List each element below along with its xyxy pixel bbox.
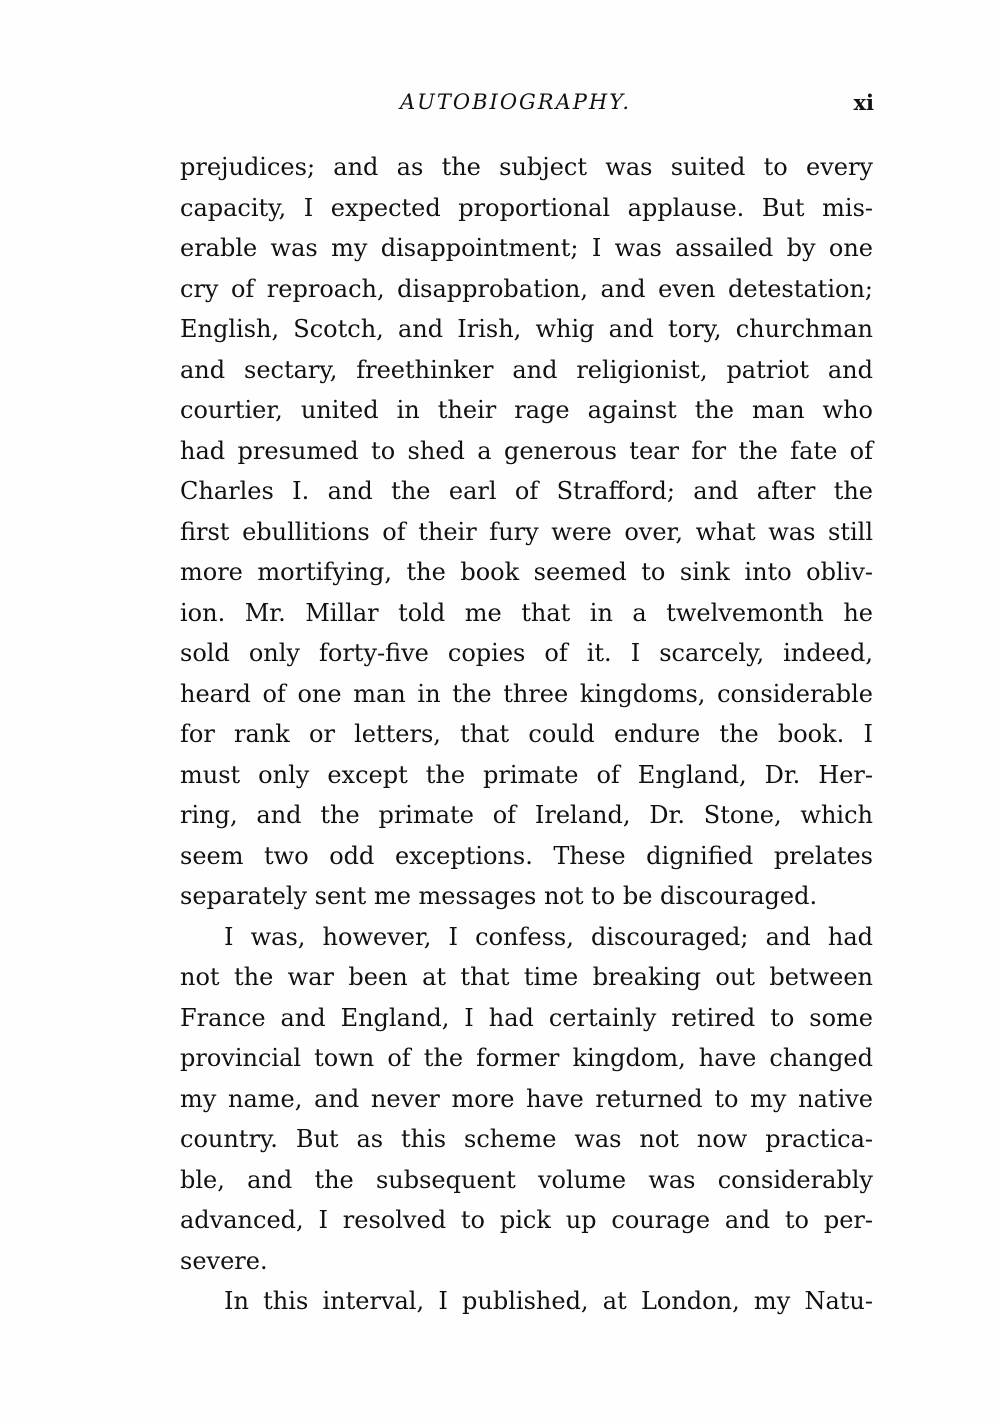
text-line: had presumed to shed a generous tear for the fate of	[180, 436, 873, 465]
text-line: sold only forty-five copies of it. I scarcely, indeed,	[180, 639, 873, 667]
text-line: erable was my disappointment; I was assailed by one	[180, 234, 873, 262]
page-header	[178, 90, 874, 126]
text-line: In this interval, I published, at London, my Natu-	[224, 1287, 873, 1315]
text-line: Charles I. and the earl of Strafford; and after the	[180, 477, 873, 505]
text-line: provincial town of the former kingdom, have changed	[180, 1044, 873, 1072]
text-line: more mortifying, the book seemed to sink into obliv-	[180, 558, 873, 586]
text-line: ring, and the primate of Ireland, Dr. Stone, which	[180, 801, 873, 829]
text-line: courtier, united in their rage against the man who	[180, 396, 873, 424]
paragraph-3	[180, 1281, 873, 1322]
text-line: not the war been at that time breaking out between	[180, 963, 873, 991]
text-line: seem two odd exceptions. These dignified prelates	[180, 841, 873, 870]
text-line: separately sent me messages not to be discouraged.	[180, 882, 818, 910]
text-line: and sectary, freethinker and religionist, patriot and	[180, 355, 873, 384]
paragraph-1	[180, 147, 873, 917]
text-line: ble, and the subsequent volume was considerably	[180, 1165, 873, 1194]
text-line: advanced, I resolved to pick up courage and to per-	[180, 1206, 873, 1234]
text-line: must only except the primate of England, Dr. Her-	[180, 760, 873, 789]
text-line: ion. Mr. Millar told me that in a twelvemonth he	[180, 598, 873, 627]
text-line: I was, however, I confess, discouraged; and had	[224, 922, 873, 951]
text-line: heard of one man in the three kingdoms, considerable	[180, 679, 873, 708]
text-line: cry of reproach, disapprobation, and even detestation;	[180, 274, 873, 303]
page-number: xi	[853, 90, 874, 115]
text-line: France and England, I had certainly retired to some	[180, 1003, 873, 1032]
running-title: AUTOBIOGRAPHY.	[400, 90, 632, 114]
text-line: first ebullitions of their fury were over, what was still	[180, 517, 873, 546]
body-text	[180, 147, 873, 1322]
text-line: country. But as this scheme was not now practica-	[180, 1125, 873, 1153]
text-line: my name, and never more have returned to my native	[180, 1084, 873, 1113]
text-line: for rank or letters, that could endure the book. I	[180, 720, 873, 748]
text-line: prejudices; and as the subject was suited to every	[180, 153, 873, 181]
text-line: severe.	[180, 1246, 268, 1275]
text-line: English, Scotch, and Irish, whig and tory, churchman	[180, 315, 873, 343]
paragraph-2	[180, 917, 873, 1282]
text-line: capacity, I expected proportional applause. But mis-	[180, 193, 873, 222]
